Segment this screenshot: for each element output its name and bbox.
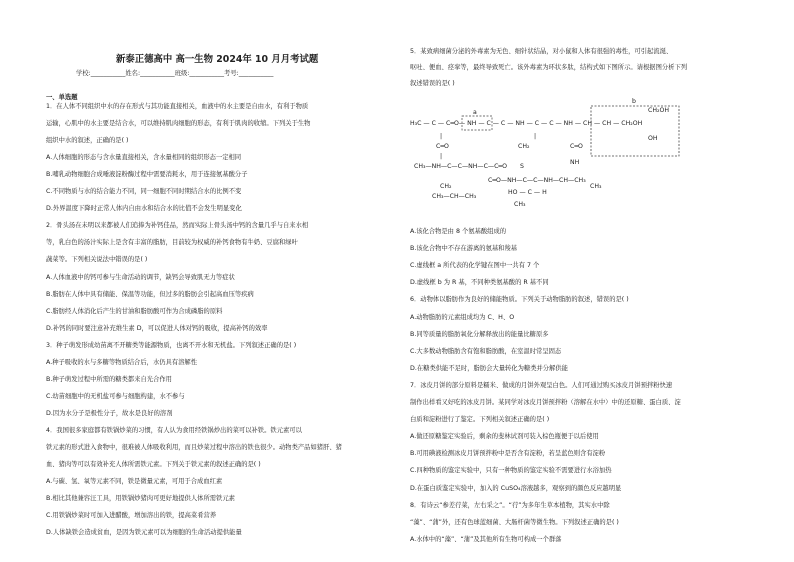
text-line: C.四种物质的鉴定实验中，只有一种物质的鉴定实验不需要进行水浴加热 [410,467,612,475]
text-line: 1．在人体不同组织中水的存在形式与其功能直接相关，血液中的水主要是自由水，有利于物质 [46,103,309,110]
svg-text:CH₃—CH—CH₃: CH₃—CH—CH₃ [432,193,477,200]
label-b: b [632,98,636,105]
text-line: “藻”、“蒲”外，还有色球蓝细菌、大肠杆菌等微生物。下列叙述正确的是( ) [410,518,619,526]
svg-text:CH₃: CH₃ [514,201,526,208]
svg-text:CH₃—NH—C—C—NH—C—C═O: CH₃—NH—C—C—NH—C—C═O [414,163,508,170]
text-line: B.脂肪在人体中具有储能、保温等功能，但过多的脂肪会引起高血压等疾病 [46,290,254,298]
text-line: 7．冰皮月饼的部分原料是糯米、做成的月饼外观呈白色。人们可通过购买冰皮月饼预拌粉快速 [410,381,673,389]
text-line: A.该化合物是由 8 个氨基酸组成的 [410,228,507,235]
text-line: C.大多数动物脂肪含有饱和脂肪酸，在室温时常呈固态 [410,347,562,355]
text-line: 等，乳白色的汤汁实际上是含有丰富的脂肪，目前较为权威的补钙食物有牛奶、豆腐和绿叶 [46,239,298,247]
svg-text:|: | [440,133,443,140]
text-line: D.人体缺铁会造成贫血，是因为铁元素可以为细胞的生命活动提供能量 [46,529,242,537]
text-line: C.幼苗细胞中的无机盐可参与细胞构建，水不参与 [46,392,185,400]
cyclic-peptide-structure-diagram [410,92,756,212]
text-line: A.种子吸收的水与多糖等物质结合后，水仍具有溶解性 [46,358,198,366]
text-line: B.相比其他兼容汪工具，用铁锅炒猪肉可更好地提供人体所需铁元素 [46,495,235,503]
svg-text:NH: NH [570,159,580,166]
text-line: 6．动物体以脂肪作为良好的储能物质。下列关于动物脂肪的叙述，错误的是( ) [410,296,629,304]
text-line: 铁元素的形式进入食物中，很难被人体吸收利用，而且炒菜过程中溶出的铁也很少。动物类产品如猪肝、猪 [46,444,342,451]
text-line: 8．有诗云“参差荇菜，左右采之”。“荇”为多年生草本植物，其实水中除 [410,501,610,509]
svg-text:C═O—NH—C—C—NH—CH—CH₃: C═O—NH—C—C—NH—CH—CH₃ [488,177,586,184]
svg-text:|: | [534,133,537,140]
text-line: 叙述错误的是( ) [410,80,455,87]
svg-text:CH₂: CH₂ [440,183,452,190]
student-info-line: 学校:___________姓名:___________班级:___________考号:___________ [76,70,274,77]
text-line: A.水体中的“藻”、“蒲”及其他所有生物可构成一个群落 [410,535,562,543]
text-line: D.外界温度下降时正常人体内自由水和结合水的比值不会发生明显变化 [46,205,242,213]
text-line: D.在糖类供能不足时，脂肪会大量转化为糖类并分解供能 [410,364,568,372]
text-line: B.该化合物中不存在游离的氨基和羧基 [410,245,518,253]
text-line: 制作出样看又好吃的冰皮月饼。某同学对冰皮月饼预拌粉（溶解在水中）中的还原糖、蛋白质、淀 [410,399,681,406]
svg-text:HO — C — H: HO — C — H [508,189,547,196]
text-line: D.虚线框 b 为 R 基，不同种类氨基酸的 R 基不同 [410,279,549,287]
text-line: 3．种子萌发形成幼苗离不开糖类等能源物质，也离不开水和无机盐。下列叙述正确的是( ) [46,341,297,349]
text-line: A.动物脂肪的元素组成均为 C、H、O [410,313,515,321]
text-line: B.可用碘液检测冰皮月饼预拌粉中是否含有淀粉，若呈蓝色则含有淀粉 [410,450,606,458]
text-line: 血、猪肉等可以有效补充人体所需铁元素。下列关于铁元素的叙述正确的是( ) [46,461,261,469]
text-line: A.人体血液中的钙可参与生命活动的调节，缺钙会导致肌无力等症状 [46,273,235,281]
svg-text:C═O: C═O [436,143,449,150]
text-line: C.虚线框 a 所代表的化学键在图中一共有 7 个 [410,262,540,270]
text-line: D.补钙的同时要注意补充维生素 D，可以促进人体对钙的吸收，提高补钙的效率 [46,324,268,332]
text-line: A.人体细胞的形态与含水量直接相关，含水量相同的组织形态一定相同 [46,154,242,162]
text-line: 组织中水的叙述，正确的是( ) [46,137,129,145]
text-line: B.哺乳动物细胞合成唾液淀粉酶过程中需要消耗水，用于连接氨基酸分子 [46,171,248,179]
section-heading: 一、单选题 [46,94,78,101]
text-line: 2．骨头汤在未明以来都被人们追捧为补钙佳品，然而实际上骨头汤中钙的含量几乎与自来水相 [46,222,309,230]
text-line: 呕吐、便血、痉挛等，最终导致死亡。该外毒素为环状多肽，结构式如下图所示。请根据图分析下列 [410,64,688,71]
text-line: D.因为水分子是极性分子，故水是良好的溶剂 [46,409,173,417]
main-chain-row: H₃C — C — C═O— NH — C — C — NH — C — C — NH — CH — CH — CH₂OH [410,120,643,127]
svg-text:CH₃: CH₃ [590,183,602,190]
svg-text:CH₂: CH₂ [518,143,530,150]
svg-text:|: | [440,153,443,160]
text-line: B.种子萌发过程中所需的糖类都来自光合作用 [46,375,172,383]
text-line: C.不同物质与水的结合能力不同，同一细胞不同时期结合水的比例不变 [46,188,242,196]
svg-text:C═O: C═O [570,143,583,150]
text-line: 4．我国很多家庭都有铁锅炒菜的习惯，有人认为食用经铁锅炒出的菜可以补铁。铁元素可以 [46,426,302,434]
svg-text:S: S [520,163,524,170]
text-line: A.与碳、氢、氧等元素不同，铁是微量元素，可用于合成血红素 [46,478,223,486]
text-line: A.做还原糖鉴定实验后，剩余的斐林试剂可装入棕色瓶便于以后使用 [410,433,599,441]
text-line: 运输，心肌中的水主要是结合水，可以维持肌肉细胞的形态，有利于肌肉的收缩。下列关于生物 [46,120,311,128]
label-a: a [473,109,477,116]
text-line: C.脂肪经人体消化后产生的甘油和脂肪酸可作为合成磷脂的原料 [46,307,223,315]
page-title: 新泰正德高中 高一生物 2024年 10 月月考试题 [116,54,319,65]
text-line: 5．某致病细菌分泌的外毒素为无色、细针状结晶，对小鼠和人体有很强的毒性，可引起流涎、 [410,48,673,55]
text-line: D.在蛋白质鉴定实验中，加入的 CuSO₄溶液越多，观察到的颜色反应越明显 [410,484,622,492]
svg-text:OH: OH [648,135,658,142]
text-line: 白质和淀粉进行了鉴定。下列相关叙述正确的是( ) [410,416,550,424]
text-line: B.同等质量的脂肪氧化分解释放出的能量比糖原多 [410,330,549,338]
text-line: 蔬菜等。下列相关说法中错误的是( ) [46,256,148,264]
svg-text:CH₂OH: CH₂OH [648,107,669,114]
text-line: C.用铁锅炒菜时可加入进醋酸，增加溶出的铁，提高菜肴营养 [46,512,217,520]
